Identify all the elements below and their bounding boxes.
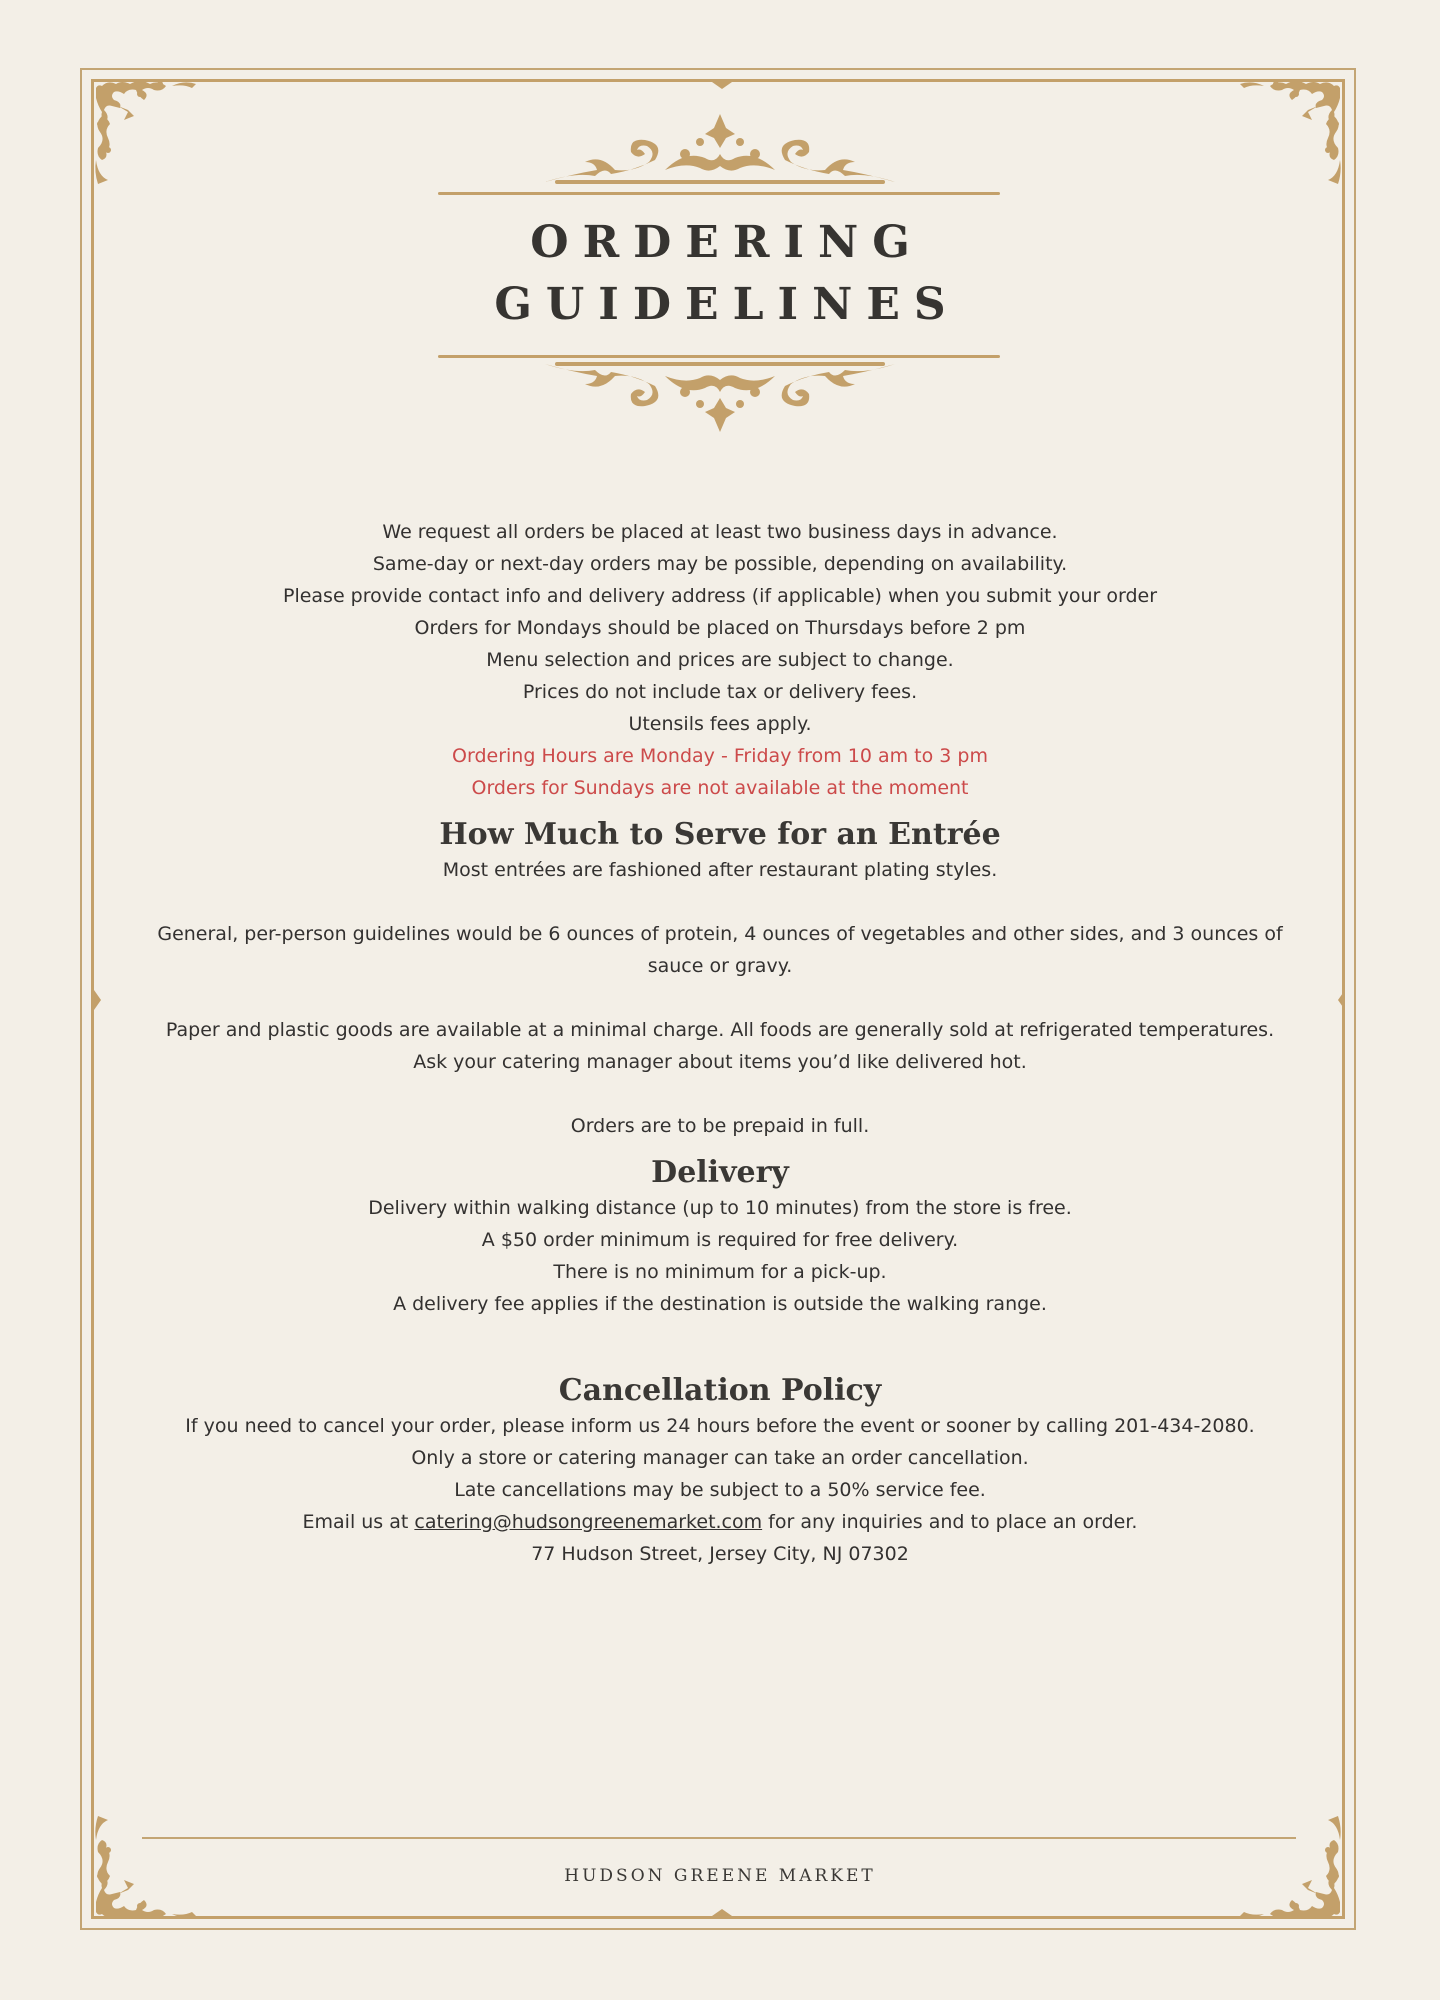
corner-flourish-icon bbox=[88, 76, 208, 196]
intro-line: Prices do not include tax or delivery fees. bbox=[522, 681, 918, 703]
corner-flourish-icon bbox=[88, 1804, 208, 1924]
email-prefix: Email us at bbox=[302, 1511, 415, 1533]
intro-line: Menu selection and prices are subject to change. bbox=[486, 649, 954, 671]
delivery-line: A $50 order minimum is required for free delivery. bbox=[481, 1229, 959, 1251]
page-title bbox=[0, 212, 1440, 336]
title-rule-bottom bbox=[438, 355, 1000, 358]
cancellation-section bbox=[150, 1372, 1290, 1570]
delivery-section bbox=[150, 1154, 1290, 1320]
cancellation-line: Late cancellations may be subject to a 50% service fee. bbox=[454, 1479, 986, 1501]
footer-brand: HUDSON GREENE MARKET bbox=[564, 1866, 876, 1886]
corner-flourish-icon bbox=[1228, 1804, 1348, 1924]
intro-section bbox=[150, 516, 1290, 804]
intro-line: Orders for Mondays should be placed on Thursdays before 2 pm bbox=[414, 617, 1026, 639]
guidelines-content bbox=[150, 516, 1290, 1570]
title-line-1: ORDERING bbox=[530, 217, 924, 268]
intro-line: Utensils fees apply. bbox=[628, 713, 812, 735]
border-notch-icon bbox=[712, 82, 732, 89]
sunday-notice: Orders for Sundays are not available at the moment bbox=[471, 777, 969, 799]
ordering-hours-notice: Ordering Hours are Monday - Friday from 10 am to 3 pm bbox=[452, 745, 988, 767]
title-line-2: GUIDELINES bbox=[494, 279, 960, 330]
email-link[interactable]: catering@hudsongreenemarket.com bbox=[414, 1511, 763, 1533]
border-notch-icon bbox=[94, 990, 101, 1010]
goods-temperature-note: Paper and plastic goods are available at a minimal charge. All foods are generally sold at refrigerated temperatures. Ask your catering manager about items you’d like delivered hot. bbox=[165, 1019, 1275, 1073]
intro-line: Please provide contact info and delivery address (if applicable) when you submit your order bbox=[282, 585, 1158, 607]
store-address: 77 Hudson Street, Jersey City, NJ 07302 bbox=[531, 1543, 909, 1565]
title-flourish-bottom-icon bbox=[545, 362, 895, 432]
title-flourish-top-icon bbox=[545, 114, 895, 184]
cancellation-line: Only a store or catering manager can take an order cancellation. bbox=[411, 1447, 1029, 1469]
title-rule-top bbox=[438, 192, 1000, 195]
email-line bbox=[150, 1506, 1290, 1538]
entree-heading: How Much to Serve for an Entrée bbox=[439, 817, 1001, 852]
email-suffix: for any inquiries and to place an order. bbox=[762, 1511, 1138, 1533]
footer-divider bbox=[142, 1837, 1296, 1839]
corner-flourish-icon bbox=[1228, 76, 1348, 196]
delivery-line: A delivery fee applies if the destination is outside the walking range. bbox=[393, 1293, 1047, 1315]
prepaid-note: Orders are to be prepaid in full. bbox=[570, 1115, 870, 1137]
delivery-heading: Delivery bbox=[651, 1155, 789, 1190]
delivery-line: Delivery within walking distance (up to 10 minutes) from the store is free. bbox=[368, 1197, 1072, 1219]
cancellation-heading: Cancellation Policy bbox=[558, 1373, 882, 1408]
portion-guidelines: General, per-person guidelines would be 6 ounces of protein, 4 ounces of vegetables and other sides, and 3 ounces of sauce or gravy. bbox=[157, 923, 1283, 977]
delivery-line: There is no minimum for a pick-up. bbox=[553, 1261, 887, 1283]
border-notch-icon bbox=[1338, 990, 1345, 1010]
cancellation-line: If you need to cancel your order, please inform us 24 hours before the event or sooner by calling 201-434-2080. bbox=[185, 1415, 1255, 1437]
intro-line: Same-day or next-day orders may be possible, depending on availability. bbox=[372, 553, 1068, 575]
border-notch-icon bbox=[712, 1909, 732, 1916]
entree-subtitle: Most entrées are fashioned after restaurant plating styles. bbox=[442, 859, 998, 881]
intro-line: We request all orders be placed at least two business days in advance. bbox=[382, 521, 1058, 543]
entree-section bbox=[150, 816, 1290, 1142]
